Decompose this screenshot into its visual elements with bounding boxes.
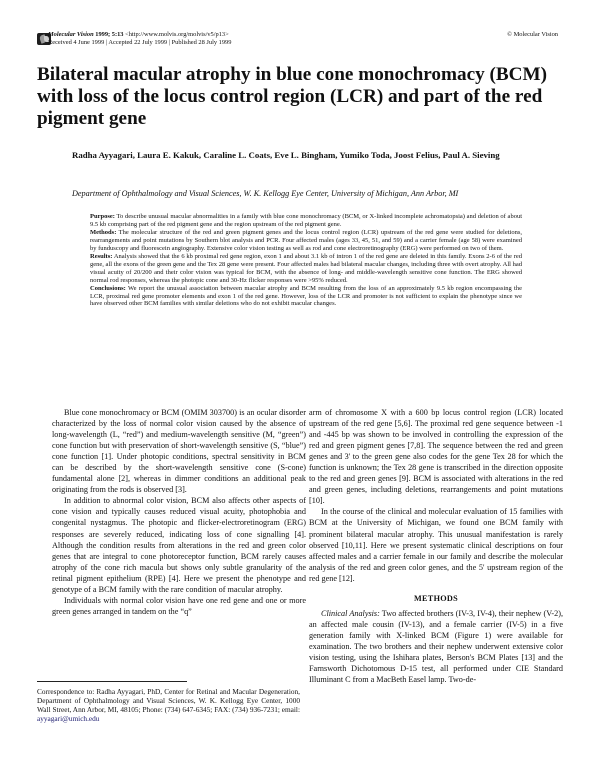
journal-name: Molecular Vision	[48, 31, 94, 38]
body-paragraph: In addition to abnormal color vision, BCM also affects other aspects of cone vision and typically causes reduced visual acuity, photophobia and congenital nystagmus. The photopic and flicker-electroretinogram (ERG) responses are severely reduced, indicating loss of cone signalling [4]. Although the condition results from alterations in the red and green color genes that are integral to cone photoreceptor function, BCM rarely causes atrophy of the cone rich macula but shows only subtle granularity of the retinal pigment epithelium (RPE) [4]. Here we present the phenotype and genotype of a BCM family with the rare condition of macular atrophy.	[52, 496, 306, 594]
body-paragraph: Blue cone monochromacy or BCM (OMIM 303700) is an ocular disorder characterized by the loss of normal color vision caused by the absence of long-wavelength (L, “red”) and medium-wavelength sensitive (M, “green”) cone function but with preservation of short-wavelength sensitive (S, “blue”) cone function [1]. Under photopic conditions, spectral sensitivity in BCM can be described by the short-wavelength sensitive cone (S-cone) fundamental alone [2], whereas in dimmer conditions an additional peak originating from the rods is observed [3].	[52, 408, 306, 495]
article-url[interactable]: <http://www.molvis.org/molvis/v5/p13>	[125, 31, 229, 38]
body-paragraph: In the course of the clinical and molecular evaluation of 15 families with BCM at the University of Michigan, we found one BCM family with prominent bilateral macular atrophy. This unusual manifestation is rarely observed [10,11]. Here we present systematic clinical descriptions on four affected males and a carrier female in our family and describe the molecular analysis of the red and green color genes, and the 5' upstream region of the red gene [12].	[309, 507, 563, 583]
correspondence-footnote: Correspondence to: Radha Ayyagari, PhD, Center for Retinal and Macular Degeneration, Department of Ophthalmology and Visual Sciences, W. K. Kellogg Eye Center, 1000 Wall Street, Ann Arbor, MI, 48105; Phone: (734) 647-6345; FAX: (734) 936-7231; email: ayyagari@umich.edu	[37, 687, 300, 724]
body-paragraph: Individuals with normal color vision have one red gene and one or more green genes arranged in tandem on the “q”	[52, 595, 306, 616]
footnote-divider	[37, 681, 187, 682]
abstract-methods: Methods: The molecular structure of the red and green pigment genes and the locus control region (LCR) upstream of the red gene were studied for deletions, rearrangements and point mutations by Southern blot analysis and PCR. Four affected males (ages 33, 45, 51, and 59) and a carrier female (age 58) were examined by funduscopy and fluorescein angiography. Extensive color vision testing as well as rod and cone electroretinography (ERG) were performed on two of them.	[90, 228, 522, 252]
volume-line: 1999; 5:13	[95, 31, 124, 38]
dates-line: Received 4 June 1999 | Accepted 22 July 1999 | Published 28 July 1999	[48, 39, 232, 46]
section-heading-methods: METHODS	[414, 593, 458, 603]
article-title: Bilateral macular atrophy in blue cone monochromacy (BCM) with loss of the locus control region (LCR) and part of the red pigment gene	[37, 64, 548, 129]
abstract	[90, 213, 522, 308]
email-link[interactable]: ayyagari@umich.edu	[37, 714, 100, 724]
author-list: Radha Ayyagari, Laura E. Kakuk, Caraline L. Coats, Eve L. Bingham, Yumiko Toda, Joost Felius, Paul A. Sieving	[72, 150, 500, 160]
journal-header	[48, 31, 558, 47]
body-column-left	[52, 407, 306, 617]
body-paragraph: arm of chromosome X with a 600 bp locus control region (LCR) located upstream of the red gene [5,6]. The proximal red gene sequence between -1 and -445 bp was shown to be involved in controlling the expression of the red and green pigment genes [7,8]. The sequence between the red and green genes and 3' to the green gene also codes for the gene Tex 28 for which the function is unknown; the Tex 28 gene is transcribed in the direction opposite to the red and green genes [9]. BCM is associated with alterations in the red and green genes, including deletions, rearrangements and point mutations [10].	[309, 408, 563, 506]
abstract-results: Results: Analysis showed that the 6 kb proximal red gene region, exon 1 and about 3.1 kb of intron 1 of the red gene are deleted in this family. Exons 2-6 of the red gene, all the exons of the green gene and the Tex 28 gene were present. Four affected males had bilateral macular changes, including three with overt atrophy. All had visual acuity of 20/200 and their color vision was typical for BCM, with the absence of long- and middle-wavelength sensitive cone function. The ERG showed normal rod responses, whereas the photopic cone and 30-Hz flicker responses were >95% reduced.	[90, 252, 522, 284]
clinical-analysis-label: Clinical Analysis:	[321, 608, 380, 618]
copyright: © Molecular Vision	[507, 31, 558, 38]
affiliation: Department of Ophthalmology and Visual Sciences, W. K. Kellogg Eye Center, University of Michigan, Ann Arbor, MI	[72, 189, 459, 198]
abstract-purpose: Purpose: To describe unusual macular abnormalities in a family with blue cone monochromacy (BCM, or X-linked incomplete achromatopsia) and deletion of about 9.5 kb comprising part of the red pigment gene and the region upstream of the red pigment gene.	[90, 213, 522, 228]
body-column-right	[309, 407, 563, 685]
body-paragraph: Clinical Analysis: Two affected brothers (IV-3, IV-4), their nephew (V-2), an affected male cousin (IV-13), and a female carrier (IV-5) in a five generation family with X-linked BCM (Figure 1) were available for examination. The two brothers and their nephew underwent extensive color vision testing, using the Ishihara plates, Berson's BCM Plates [13] and the Farnsworth Dichotomous D-15 test, all performed under CIE Standard Illuminant C from a MacBeth Easel lamp. Two-de-	[309, 608, 563, 685]
abstract-conclusions: Conclusions: We report the unusual association between macular atrophy and BCM resulting from the loss of an approximately 9.5 kb region encompassing the LCR, proximal red gene promoter elements and exon 1 of the red gene. However, loss of the LCR and promoter is not sufficient to explain the phenotype since we have observed other BCM families with similar deletions who do not exhibit macular changes.	[90, 284, 522, 308]
